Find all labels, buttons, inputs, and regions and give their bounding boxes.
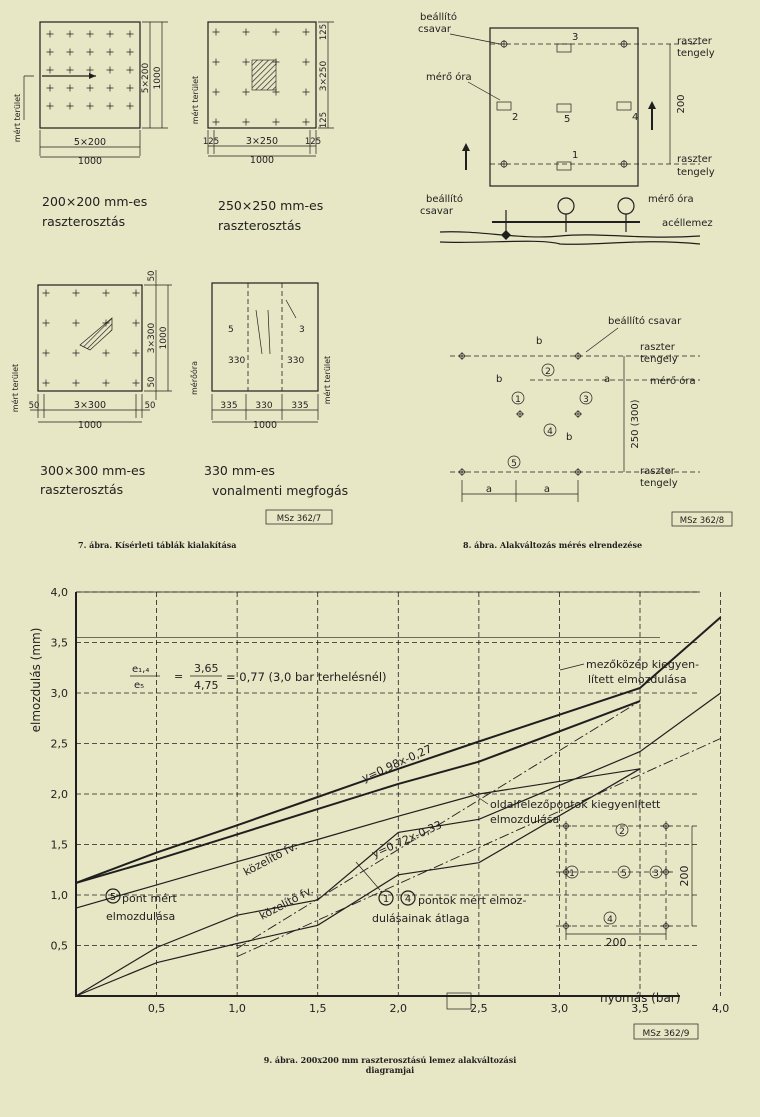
gauge-number: 4 — [632, 112, 639, 123]
panel-d-side-label: mérőóra — [190, 361, 199, 395]
panel-d-inner-a: 5 — [228, 325, 234, 335]
raster-cross — [73, 290, 80, 297]
panel-a-dim-h: 5×200 — [73, 137, 107, 148]
plan-cross — [574, 410, 582, 418]
ann-center-leader — [560, 664, 584, 670]
fig8-caption: 8. ábra. Alakváltozás mérés elrendezése — [463, 540, 643, 550]
gauge-number: 1 — [572, 150, 579, 161]
fig8-plan-raster-bot-1: raszter — [640, 466, 675, 477]
raster-cross — [107, 85, 114, 92]
x-tick-label: 3,0 — [550, 1002, 569, 1015]
raster-cross — [107, 103, 114, 110]
raster-cross — [103, 380, 110, 387]
panel-b-edge-right: 125 — [304, 137, 322, 147]
raster-cross — [273, 29, 280, 36]
panel-d-label-1: 330 mm-es — [204, 463, 275, 478]
panel-b-label-1: 250×250 mm-es — [218, 198, 324, 213]
raster-cross — [47, 31, 54, 38]
raster-cross — [47, 85, 54, 92]
fig8-screw-leader — [450, 34, 500, 44]
raster-cross — [213, 119, 220, 126]
fig9-caption-2: diagramjai — [365, 1065, 415, 1075]
y-tick-label: 1,0 — [50, 889, 68, 902]
panel-d-grip-lines — [248, 283, 282, 391]
raster-cross — [127, 103, 134, 110]
panel-b-edge-left: 125 — [202, 137, 220, 147]
fig8-plan-raster-top-2: tengely — [640, 354, 678, 365]
x-tick-label: 0,5 — [147, 1002, 166, 1015]
ann-p5-1: pont mért — [122, 892, 177, 905]
ann-p5-2: elmozdulása — [106, 910, 176, 923]
fig7-panel-b — [190, 22, 334, 233]
fig8-gauge-leader — [468, 82, 500, 100]
panel-c-dim-v: 3×300 — [147, 322, 157, 354]
y-tick-label: 2,5 — [50, 737, 68, 751]
panel-a-dim-total: 1000 — [77, 156, 103, 167]
raster-cross — [303, 59, 310, 66]
panel-c-dim-h: 3×300 — [73, 400, 107, 411]
fig8-gauge-points — [497, 32, 638, 170]
panel-a-arrowhead — [89, 73, 96, 79]
ann-p1-number: 1 — [382, 894, 390, 905]
fig8-stamp: MSz 362/8 — [679, 516, 725, 526]
ann-p4-number: 4 — [404, 894, 412, 905]
ann-center-1: mezőközép kiegyen- — [586, 658, 700, 671]
fig8-dim-b-2: b — [496, 374, 503, 385]
fig8-plan-gauge: mérő óra — [650, 376, 696, 387]
fig8-plan-screw-label: beállító csavar — [608, 316, 682, 327]
raster-cross — [87, 31, 94, 38]
ann-eq-2: y=0,72x-0,33 — [369, 818, 444, 861]
figure-7 — [10, 22, 348, 550]
raster-cross — [213, 89, 220, 96]
fig8-gauge-label: mérő óra — [426, 72, 472, 83]
fig8-side-gauge: mérő óra — [648, 194, 694, 205]
panel-a-dim-v: 5×200 — [141, 62, 151, 94]
x-tick-label: 1,0 — [228, 1002, 246, 1015]
raster-cross — [133, 380, 140, 387]
panel-d-measured-area: mért terület — [323, 355, 332, 405]
y-axis-label: elmozdulás (mm) — [29, 627, 43, 733]
panel-c-edge-right: 50 — [144, 401, 156, 411]
raster-cross — [47, 67, 54, 74]
plan-point-number: 4 — [547, 427, 553, 437]
fig8-arrowheads — [462, 101, 656, 151]
fig9-caption-1: 9. ábra. 200x200 mm raszterosztású lemez alakváltozási — [263, 1055, 517, 1065]
panel-d-dim-3: 335 — [291, 401, 309, 411]
fig9-stamp: MSz 362/9 — [642, 1029, 690, 1039]
panel-d-dim-2: 330 — [255, 401, 273, 411]
plan-point-number: 5 — [511, 459, 517, 469]
panel-d-dim-total: 1000 — [252, 420, 278, 431]
panel-c-measured-zone — [80, 318, 112, 350]
fig8-side-screw-1: beállító — [426, 194, 464, 205]
fig8-raster-axes — [490, 44, 700, 164]
inset-cross — [561, 821, 571, 831]
panel-d-dim-1: 335 — [220, 401, 238, 411]
formula-numerator: e₁,₄ — [132, 664, 150, 675]
formula-num-value: 3,65 — [194, 662, 219, 675]
ann-p14-leader — [356, 862, 380, 890]
panel-b-label-2: raszterosztás — [218, 218, 302, 233]
inset-num: 2 — [619, 827, 625, 837]
figure-9-chart — [29, 586, 729, 1075]
fig8-plan-a-dims — [462, 480, 578, 502]
panel-d-plate — [212, 283, 318, 391]
panel-d-inner-d: 330 — [287, 356, 305, 366]
y-tick-labels — [51, 586, 69, 953]
panel-c-edge-left: 50 — [28, 401, 40, 411]
panel-d-inner-b: 330 — [228, 356, 246, 366]
fig8-raster-top-1: raszter — [677, 36, 712, 47]
raster-cross — [133, 320, 140, 327]
panel-a-raster-crosses — [47, 31, 134, 110]
raster-cross — [87, 49, 94, 56]
plan-point-number: 1 — [515, 395, 521, 405]
raster-cross — [73, 320, 80, 327]
chart-inset-raster — [556, 821, 700, 949]
formula-denominator: e₅ — [134, 680, 145, 691]
y-tick-label: 3,0 — [50, 687, 68, 700]
raster-cross — [43, 290, 50, 297]
raster-cross — [67, 85, 74, 92]
fig8-dim-a-1: a — [485, 484, 493, 495]
raster-cross — [107, 49, 114, 56]
raster-cross — [303, 89, 310, 96]
raster-cross — [43, 320, 50, 327]
raster-cross — [103, 290, 110, 297]
figure-8 — [418, 11, 732, 550]
raster-cross — [303, 119, 310, 126]
raster-cross — [243, 29, 250, 36]
inset-dim-h: 200 — [605, 936, 627, 949]
inset-num: 3 — [653, 869, 659, 879]
x-tick-label: 2,0 — [389, 1002, 408, 1015]
panel-d-gauge-marks — [256, 300, 296, 354]
raster-cross — [273, 119, 280, 126]
raster-cross — [127, 49, 134, 56]
raster-cross — [127, 31, 134, 38]
raster-cross — [67, 103, 74, 110]
raster-cross — [47, 103, 54, 110]
inset-num: 5 — [621, 869, 627, 879]
ann-fit-2: közelítő fv. — [257, 883, 316, 923]
raster-cross — [73, 350, 80, 357]
plan-point-number: 3 — [583, 395, 589, 405]
inset-dim-v: 200 — [678, 865, 691, 887]
gauge-mark — [557, 104, 571, 112]
panel-a-measured-area: mért terület — [13, 93, 22, 143]
gauge-number: 2 — [512, 112, 519, 123]
fig8-raster-top-2: tengely — [677, 48, 715, 59]
panel-b-measured-zone — [252, 60, 276, 90]
raster-cross — [127, 67, 134, 74]
fig7-caption: 7. ábra. Kísérleti táblák kialakítása — [78, 540, 237, 550]
raster-cross — [73, 380, 80, 387]
panel-a-dim-v-total: 1000 — [153, 66, 163, 90]
ann-p14-1: pontok mért elmoz- — [418, 894, 527, 907]
fig8-dim-b-3: b — [566, 432, 573, 443]
fig8-plan-raster-top-1: raszter — [640, 342, 675, 353]
fig7-stamp: MSz 362/7 — [276, 514, 322, 524]
raster-cross — [213, 29, 220, 36]
formula-result: = 0,77 (3,0 bar terhelésnél) — [226, 670, 387, 684]
raster-cross — [243, 89, 250, 96]
fig8-plan-screw-leader — [586, 328, 618, 352]
x-axis-label: nyomás (bar) — [600, 991, 681, 1005]
panel-b-dim-total: 1000 — [249, 155, 275, 166]
y-tick-label: 4,0 — [50, 586, 68, 599]
y-tick-label: 0,5 — [50, 939, 68, 953]
series-line-2 — [76, 701, 640, 883]
fig8-steel-label: acéllemez — [662, 218, 713, 229]
y-tick-label: 3,5 — [50, 636, 68, 650]
raster-cross — [243, 119, 250, 126]
raster-cross — [213, 59, 220, 66]
fig8-plan-raster-bot-2: tengely — [640, 478, 678, 489]
panel-a-label-1: 200×200 mm-es — [42, 194, 148, 209]
fig8-steel-plate — [440, 232, 700, 237]
fig8-plan-dim-250: 250 (300) — [630, 399, 641, 449]
panel-c-vedge-top: 50 — [147, 270, 157, 282]
fig8-raster-bot-2: tengely — [677, 167, 715, 178]
panel-c-dim-v-total: 1000 — [159, 326, 169, 350]
panel-a-leader — [24, 76, 34, 120]
fig8-support — [501, 230, 511, 240]
x-tick-label: 1,5 — [308, 1002, 327, 1015]
fig8-dim-200: 200 — [676, 94, 687, 114]
inset-cross — [661, 821, 671, 831]
series-line-3 — [76, 769, 640, 908]
fig8-screw-label-1: beállító — [420, 12, 458, 23]
raster-cross — [43, 380, 50, 387]
inset-num: 1 — [569, 869, 575, 879]
ann-p14-2: dulásainak átlaga — [372, 912, 470, 925]
panel-b-dim-v: 3×250 — [319, 60, 329, 92]
plan-cross — [516, 410, 524, 418]
panel-d-label-2: vonalmenti megfogás — [212, 483, 349, 498]
gauge-number: 3 — [572, 32, 579, 43]
fig8-raster-bot-1: raszter — [677, 154, 712, 165]
fig7-panel-a — [12, 22, 168, 229]
panel-b-vedge-top: 125 — [319, 23, 329, 41]
gauge-mark — [557, 162, 571, 170]
panel-c-label-2: raszterosztás — [40, 482, 124, 497]
fig8-dim-b-1: b — [536, 336, 543, 347]
ann-fit-1: közelítő fv. — [241, 839, 300, 879]
panel-d-inner-c: 3 — [299, 325, 305, 335]
fig8-base — [440, 241, 700, 244]
raster-cross — [127, 85, 134, 92]
ann-side-2: elmozdulása — [490, 813, 560, 826]
panel-a-label-2: raszterosztás — [42, 214, 126, 229]
inset-cross — [661, 867, 671, 877]
gauge-number: 5 — [564, 114, 571, 125]
raster-cross — [303, 29, 310, 36]
panel-c-vedge-bottom: 50 — [147, 376, 157, 388]
ann-center-2: lített elmozdulása — [588, 673, 687, 686]
raster-cross — [87, 85, 94, 92]
panel-c-label-1: 300×300 mm-es — [40, 463, 146, 478]
raster-cross — [67, 31, 74, 38]
formula-den-value: 4,75 — [194, 679, 219, 692]
x-tick-label: 3,5 — [631, 1002, 649, 1015]
fig8-dim-a-3: a — [604, 374, 611, 385]
y-tick-label: 2,0 — [50, 788, 68, 801]
formula-eq: = — [174, 670, 184, 683]
ann-eq-1: y=0,98x-0,27 — [359, 742, 434, 785]
fig8-screw-label-2: csavar — [418, 24, 451, 35]
x-tick-label: 4,0 — [711, 1002, 730, 1015]
fig7-panel-c — [10, 270, 172, 497]
raster-cross — [87, 67, 94, 74]
fig8-dim-a-2: a — [543, 484, 551, 495]
raster-cross — [133, 350, 140, 357]
fig8-side-screw-2: csavar — [420, 206, 453, 217]
fig7-panel-d — [189, 283, 348, 498]
fig8-dial-2 — [618, 198, 634, 214]
raster-cross — [87, 103, 94, 110]
raster-cross — [133, 290, 140, 297]
panel-b-measured-area: mért terület — [191, 75, 200, 125]
inset-points — [561, 821, 671, 931]
inset-num: 4 — [607, 915, 613, 925]
raster-cross — [107, 31, 114, 38]
x-tick-label: 2,5 — [470, 1002, 488, 1015]
gauge-mark — [617, 102, 631, 110]
ann-side-1: oldalfelezőpontok kiegyenlített — [490, 798, 661, 811]
raster-cross — [107, 67, 114, 74]
fig8-plan-points — [458, 352, 592, 476]
raster-cross — [243, 59, 250, 66]
panel-b-dim-h: 3×250 — [245, 136, 279, 147]
raster-cross — [103, 350, 110, 357]
panel-b-vedge-bottom: 125 — [319, 111, 329, 129]
raster-cross — [67, 49, 74, 56]
plan-point-number: 2 — [545, 367, 551, 377]
fig8-dial-1 — [558, 198, 574, 214]
panel-c-dim-total: 1000 — [77, 420, 103, 431]
raster-cross — [67, 67, 74, 74]
gauge-mark — [497, 102, 511, 110]
y-tick-label: 1,5 — [50, 838, 68, 852]
raster-cross — [47, 49, 54, 56]
inset-dims — [566, 826, 692, 940]
panel-c-measured-area: mért terület — [11, 363, 20, 413]
raster-cross — [43, 350, 50, 357]
ann-p5-number: 5 — [109, 892, 117, 903]
gauge-mark — [557, 44, 571, 52]
